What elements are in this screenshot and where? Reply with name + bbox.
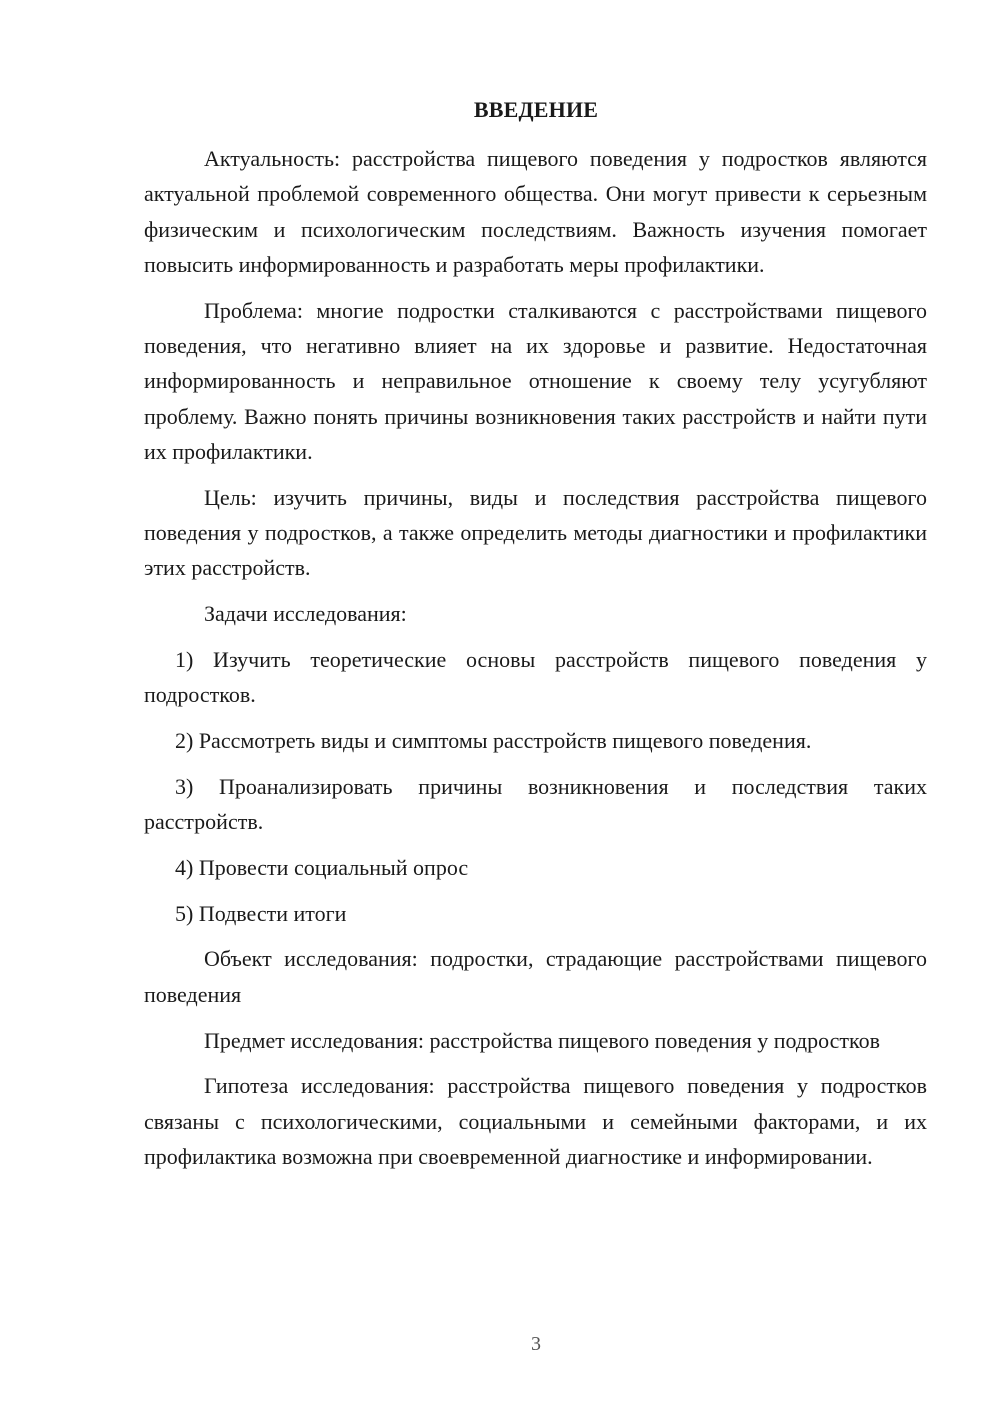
- paragraph-hypothesis: Гипотеза исследования: расстройства пищевого поведения у подростков связаны с психологическими, социальными и семейными факторами, и их профилактика возможна при своевременной диагностике и информировании.: [144, 1073, 927, 1169]
- task-item-3: 3) Проанализировать причины возникновения и последствия таких расстройств.: [144, 773, 927, 835]
- paragraph-subject: Предмет исследования: расстройства пищевого поведения у подростков: [204, 1027, 880, 1053]
- page-number: 3: [531, 1333, 541, 1355]
- page-title: ВВЕДЕНИЕ: [473, 97, 599, 122]
- task-item-4: 4) Провести социальный опрос: [175, 854, 469, 880]
- paragraph-relevance: Актуальность: расстройства пищевого поведения у подростков являются актуальной проблемой современного общества. Они могут привести к серьезным физическим и психологическим последствиям. Важность изучения помогает повысить информированность и разработать меры профилактики.: [144, 146, 927, 277]
- document-body: [144, 141, 927, 1185]
- paragraph-object: Объект исследования: подростки, страдающие расстройствами пищевого поведения: [144, 946, 927, 1007]
- paragraph-problem: Проблема: многие подростки сталкиваются с расстройствами пищевого поведения, что негативно влияет на их здоровье и развитие. Недостаточная информированность и неправильное отношение к своему телу усугубляют проблему. Важно понять причины возникновения таких расстройств и найти пути их профилактики.: [144, 297, 927, 464]
- paragraph-tasks-heading: Задачи исследования:: [204, 601, 407, 627]
- task-item-1: 1) Изучить теоретические основы расстройств пищевого поведения у подростков.: [144, 646, 927, 708]
- task-item-2: 2) Рассмотреть виды и симптомы расстройств пищевого поведения.: [175, 727, 812, 753]
- task-item-5: 5) Подвести итоги: [175, 900, 347, 926]
- paragraph-goal: Цель: изучить причины, виды и последствия расстройства пищевого поведения у подростков, а также определить методы диагностики и профилактики этих расстройств.: [144, 484, 927, 581]
